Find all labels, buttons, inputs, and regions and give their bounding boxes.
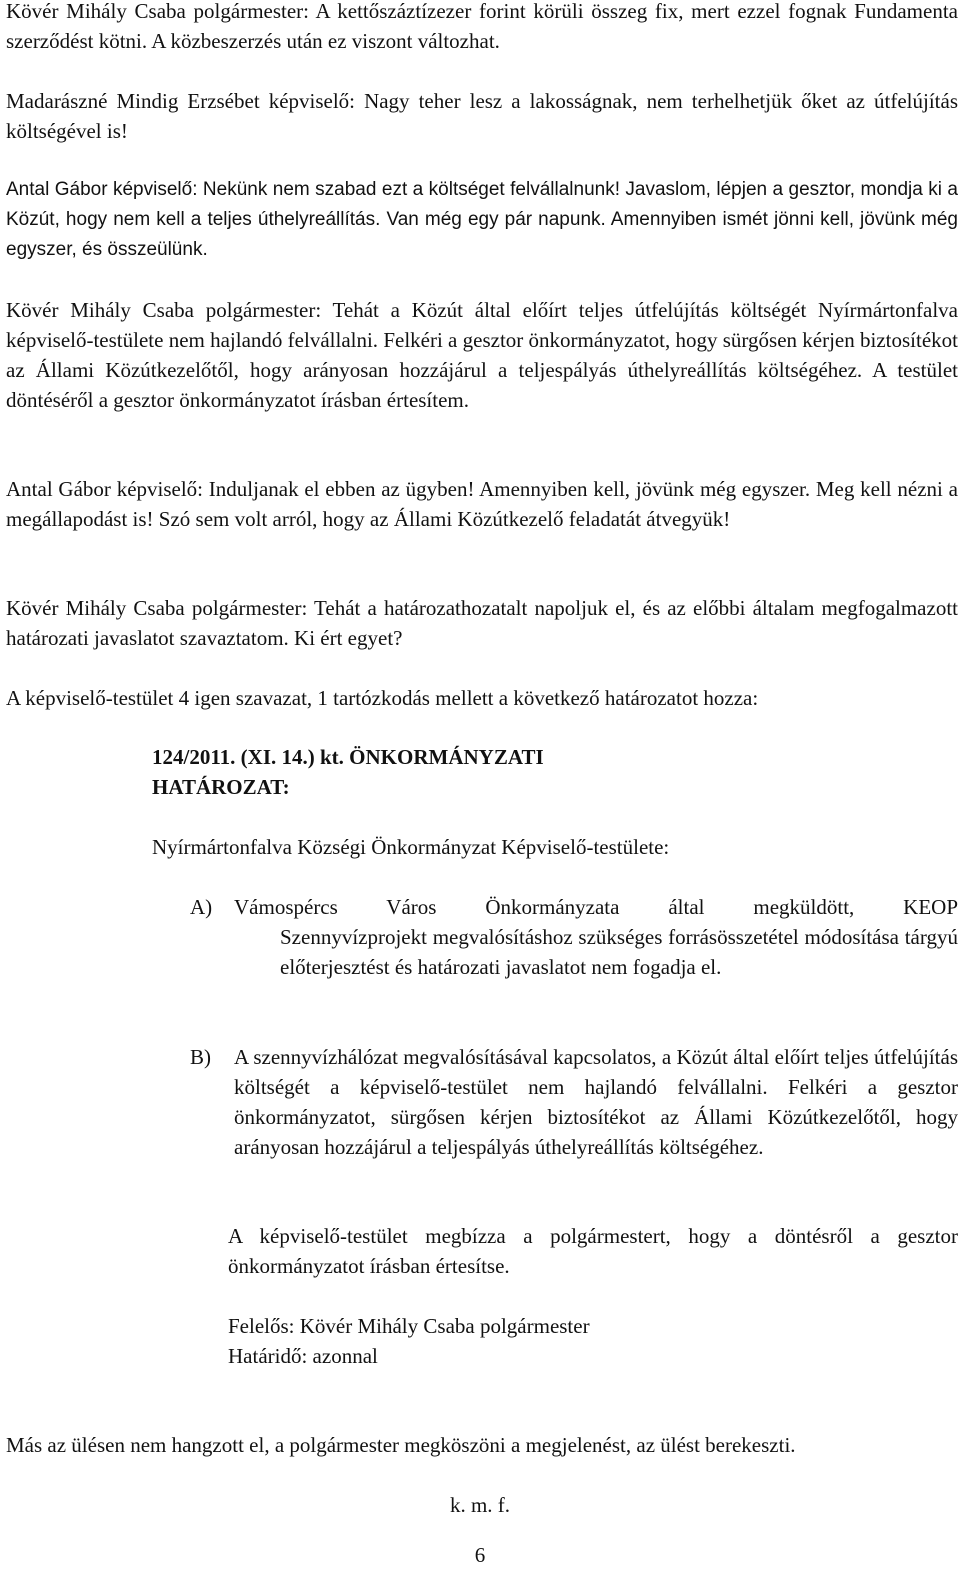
item-a-first-line: Vámospércs Város Önkormányzata által megküldött, KEOP	[234, 895, 958, 919]
item-b-label: B)	[190, 1045, 211, 1069]
page-number: 6	[474, 1543, 486, 1567]
resolution-deadline: Határidő: azonnal	[228, 1344, 378, 1368]
item-a-label: A)	[190, 895, 213, 919]
paragraph-madaraszne: Madarászné Mindig Erzsébet képviselő: Nagy teher lesz a lakosságnak, nem terhelhetjük őket az útfelújítás költségével is!	[6, 89, 958, 143]
paragraph-antal-1: Antal Gábor képviselő: Nekünk nem szabad ezt a költséget felvállalnunk! Javaslom, lépjen a gesztor, mondja ki a Közút, hogy nem kell a teljes úthelyreállítás. Van még egy pár napunk. Amennyiben ismét jönni kell, jövünk még egyszer, és összeülünk.	[6, 179, 958, 260]
resolution-intro: Nyírmártonfalva Községi Önkormányzat Képviselő-testülete:	[152, 835, 670, 859]
paragraph-vote: A képviselő-testület 4 igen szavazat, 1 tartózkodás mellett a következő határozatot hozza:	[6, 686, 759, 710]
resolution-item-b	[190, 1042, 958, 1192]
paragraph-antal-2: Antal Gábor képviselő: Induljanak el ebben az ügyben! Amennyiben kell, jövünk még egyszer. Meg kell nézni a megállapodást is! Szó sem volt arról, hogy az Állami Közútkezelő feladatát átvegyük!	[6, 477, 958, 531]
resolution-item-a	[190, 892, 958, 1012]
resolution-title-line2: HATÁROZAT:	[152, 775, 290, 799]
paragraph-mayor-3: Kövér Mihály Csaba polgármester: Tehát a határozathozatalt napoljuk el, és az előbbi általam megfogalmazott határozati javaslatot szavaztatom. Ki ért egyet?	[6, 596, 958, 650]
item-b-text: A szennyvízhálózat megvalósításával kapcsolatos, a Közút által előírt teljes útfelújítás költségét a képviselő-testület nem hajlandó felvállalni. Felkéri a gesztor önkormányzatot, sürgősen kérjen biztosítékot az Állami Közútkezelőtől, hogy arányosan hozzájárul a teljespályás úthelyreállítás költségéhez.	[234, 1045, 958, 1159]
paragraph-mayor-2: Kövér Mihály Csaba polgármester: Tehát a Közút által előírt teljes útfelújítás költségét Nyírmártonfalva képviselő-testülete nem hajlandó felvállalni. Felkéri a gesztor önkormányzatot, hogy sürgősen kérjen biztosítékot az Állami Közútkezelőtől, hogy arányosan hozzájárul a teljespályás úthelyreállítás költségéhez. A testület döntéséről a gesztor önkormányzatot írásban értesítem.	[6, 298, 958, 412]
item-a-rest: Szennyvízprojekt megvalósításhoz szükséges forrásösszetétel módosítása tárgyú előterjesztést és határozati javaslatot nem fogadja el.	[280, 925, 958, 979]
resolution-responsible: Felelős: Kövér Mihály Csaba polgármester	[228, 1314, 590, 1338]
resolution-title-line1: 124/2011. (XI. 14.) kt. ÖNKORMÁNYZATI	[152, 745, 544, 769]
closing-statement: Más az ülésen nem hangzott el, a polgármester megköszöni a megjelenést, az ülést berekeszti.	[6, 1433, 796, 1457]
resolution-mandate: A képviselő-testület megbízza a polgármestert, hogy a döntésről a gesztor önkormányzatot írásban értesítse.	[228, 1224, 958, 1278]
paragraph-mayor-1: Kövér Mihály Csaba polgármester: A kettőszáztízezer forint körüli összeg fix, mert ezzel fognak Fundamenta szerződést kötni. A közbeszerzés után ez viszont változhat.	[6, 0, 958, 53]
signoff: k. m. f.	[449, 1493, 511, 1517]
